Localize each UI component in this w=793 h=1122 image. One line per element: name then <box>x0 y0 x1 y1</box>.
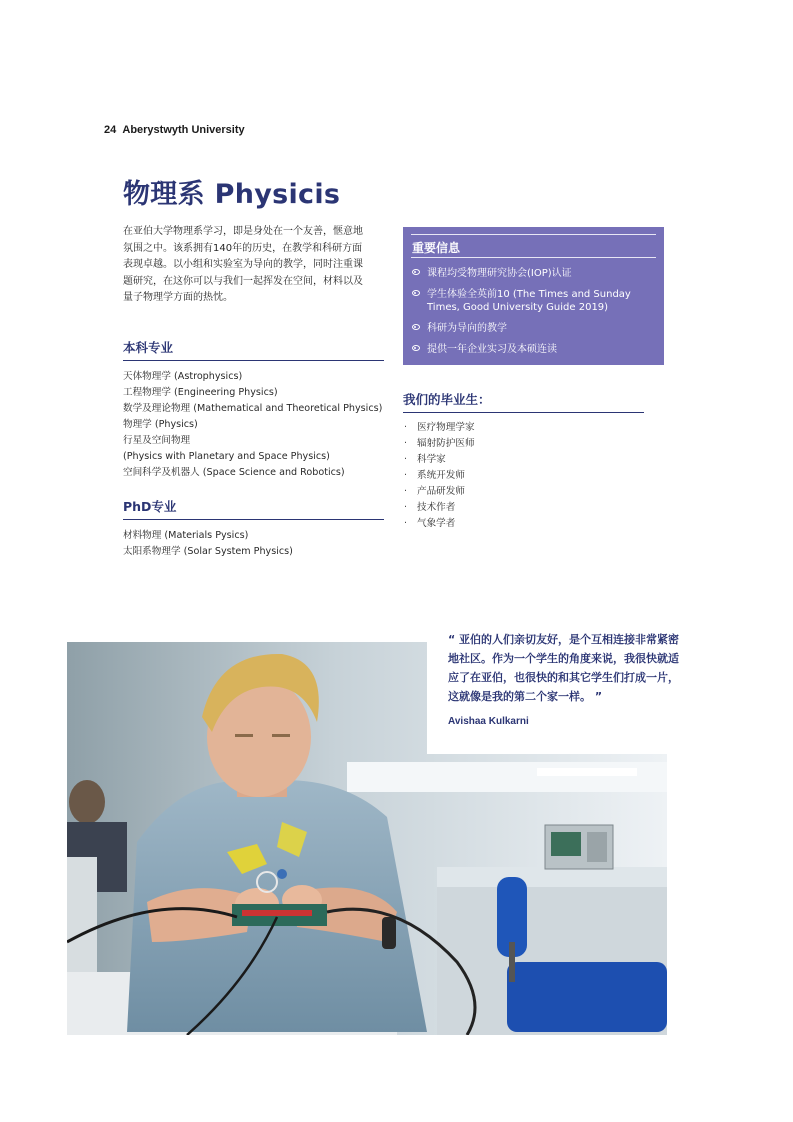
undergrad-item: (Physics with Planetary and Space Physics) <box>123 451 330 462</box>
graduate-label: 医疗物理学家 <box>417 422 475 433</box>
key-info-box <box>403 227 664 365</box>
intro-line: 题研究，在这你可以与我们一起挥发在空间，材料以及 <box>123 275 363 287</box>
undergrad-item: 数学及理论物理 (Mathematical and Theoretical Physics) <box>123 403 383 414</box>
key-info-item <box>412 343 657 356</box>
undergrad-heading: 本科专业 <box>123 338 384 361</box>
phd-item: 材料物理 (Materials Pysics) <box>123 530 249 541</box>
graduate-label: 科学家 <box>417 454 446 465</box>
graduate-label: 系统开发师 <box>417 470 465 481</box>
intro-line: 在亚伯大学物理系学习，即是身处在一个友善，惬意地 <box>123 226 363 237</box>
graduates-heading: 我们的毕业生： <box>403 390 644 413</box>
info-title-rule <box>411 257 656 258</box>
key-info-text: 提供一年企业实习及本硕连读 <box>427 344 557 355</box>
quote-line: “ 亚伯的人们亲切友好，是个互相连接非常紧密 <box>448 633 680 646</box>
bullet-dot: · <box>404 422 408 433</box>
key-info-text: 科研为导向的教学 <box>427 323 507 334</box>
intro-paragraph <box>123 224 385 307</box>
phd-list <box>123 528 293 560</box>
graduate-item <box>404 420 475 436</box>
undergrad-list <box>123 369 382 481</box>
undergrad-item: 行星及空间物理 <box>123 435 191 446</box>
quote-line: 地社区。作为一个学生的角度来说，我很快就适 <box>448 652 679 665</box>
circle-bullet-icon <box>412 324 420 330</box>
bullet-dot: · <box>404 438 408 449</box>
bullet-dot: · <box>404 486 408 497</box>
graduate-label: 技术作者 <box>417 502 456 513</box>
graduate-item <box>404 436 475 452</box>
intro-line: 氛围之中。该系拥有140年的历史，在教学和科研方面 <box>123 242 363 254</box>
intro-line: 量子物理学方面的热忱。 <box>123 292 233 303</box>
phd-item: 太阳系物理学 (Solar System Physics) <box>123 546 293 557</box>
undergrad-item: 工程物理学 (Engineering Physics) <box>123 387 278 398</box>
bullet-dot: · <box>404 454 408 465</box>
graduate-item <box>404 500 475 516</box>
circle-bullet-icon <box>412 290 420 296</box>
student-quote <box>448 630 698 706</box>
phd-heading: PhD专业 <box>123 497 384 520</box>
undergrad-item: 空间科学及机器人 (Space Science and Robotics) <box>123 467 345 478</box>
key-info-item <box>412 267 657 280</box>
graduate-label: 气象学者 <box>417 518 456 529</box>
page-number: 24 <box>104 124 117 136</box>
key-info-item <box>412 322 657 335</box>
quote-author: Avishaa Kulkarni <box>448 716 529 727</box>
undergrad-item: 物理学 (Physics) <box>123 419 198 430</box>
graduate-item <box>404 468 475 484</box>
graduates-list <box>404 420 475 532</box>
running-header <box>104 124 245 136</box>
bullet-dot: · <box>404 502 408 513</box>
key-info-text: 学生体验全英前10 (The Times and Sunday Times, Good University Guide 2019) <box>427 289 631 313</box>
graduate-item <box>404 484 475 500</box>
circle-bullet-icon <box>412 269 420 275</box>
info-top-rule <box>411 234 656 235</box>
page-title: 物理系 Physicis <box>123 179 341 210</box>
graduate-item <box>404 452 475 468</box>
bullet-dot: · <box>404 470 408 481</box>
key-info-title: 重要信息 <box>412 241 461 255</box>
key-info-text: 课程均受物理研究协会(IOP)认证 <box>427 268 572 279</box>
undergrad-item: 天体物理学 (Astrophysics) <box>123 371 243 382</box>
publication-name: Aberystwyth University <box>122 124 245 136</box>
graduate-label: 产品研发师 <box>417 486 465 497</box>
intro-line: 表现卓越。以小组和实验室为导向的教学，同时注重课 <box>123 259 363 270</box>
key-info-item <box>412 288 657 314</box>
bullet-dot: · <box>404 518 408 529</box>
graduate-item <box>404 516 475 532</box>
quote-line: 这就像是我的第二个家一样。 ” <box>448 690 603 703</box>
circle-bullet-icon <box>412 345 420 351</box>
quote-line: 应了在亚伯，也很快的和其它学生们打成一片， <box>448 671 679 684</box>
graduate-label: 辐射防护医师 <box>417 438 475 449</box>
